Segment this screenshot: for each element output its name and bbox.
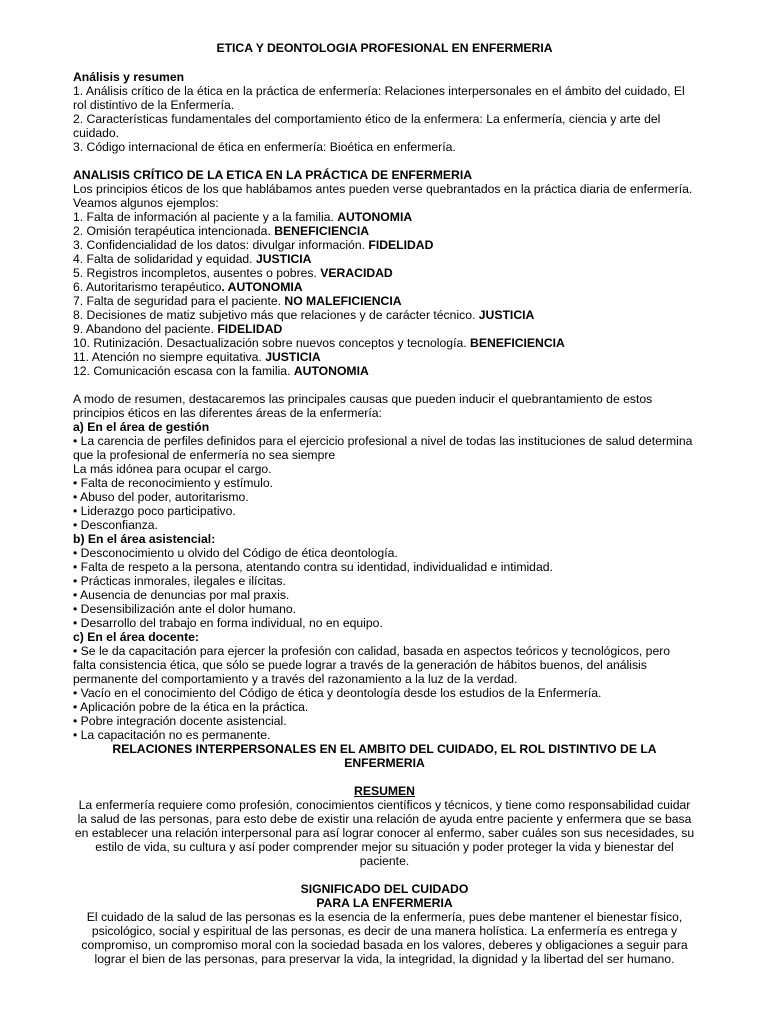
summary-item: 2. Características fundamentales del comportamiento ético de la enfermera: La enfermería, ciencia y arte del cuidado. [73,112,661,140]
summary-intro: A modo de resumen, destacaremos las principales causas que pueden inducir el quebrantamiento de estos principios éticos en las diferentes áreas de la enfermería: [73,392,653,420]
care-heading-line2: PARA LA ENFERMERIA [316,896,453,910]
asistencial-item: • Desensibilización ante el dolor humano. [73,602,696,616]
summary-item: 3. Código internacional de ética en enfermería: Bioética en enfermería. [73,140,456,154]
example-text: 11. Atención no siempre equitativa. [73,350,266,364]
example-principle: JUSTICIA [478,308,535,322]
example-item [73,322,696,336]
example-item [73,238,696,252]
example-item [73,294,696,308]
example-item [73,210,696,224]
care-heading-line1: SIGNIFICADO DEL CUIDADO [300,882,469,896]
docente-item: • La capacitación no es permanente. [73,728,696,742]
example-text: 3. Confidencialidad de los datos: divulgar información. [73,238,369,252]
relations-section [73,742,696,868]
summary-heading: Análisis y resumen [73,70,185,84]
gestion-item: • La carencia de perfiles definidos para el ejercicio profesional a nivel de todas las instituciones de salud determina que la profesional de enfermería no sea siempre [73,434,696,462]
asistencial-item: • Desarrollo del trabajo en forma individual, no en equipo. [73,616,696,630]
relations-heading: RELACIONES INTERPERSONALES EN EL AMBITO DEL CUIDADO, EL ROL DISTINTIVO DE LA ENFERMERIA [112,742,657,770]
resumen-text: La enfermería requiere como profesión, conocimientos científicos y técnicos, y tiene como responsabilidad cuidar la salud de las personas, para esto debe de existir una relación de ayuda entre paciente y enfermera que se basa en establecer una relación interpersonal para así lograr conocer al enfermo, saber cuáles son sus necesidades, su estilo de vida, su cultura y así poder comprender mejor su situación y poder proteger la vida y bienestar del paciente. [74,798,695,868]
example-text: 2. Omisión terapéutica intencionada. [73,224,275,238]
example-principle: NO MALEFICIENCIA [284,294,402,308]
example-principle: BENEFICIENCIA [274,224,370,238]
example-text: 7. Falta de seguridad para el paciente. [73,294,285,308]
critical-analysis-section [73,168,696,742]
gestion-item: • Desconfianza. [73,518,696,532]
area-docente-heading: c) En el área docente: [73,630,199,644]
asistencial-item: • Desconocimiento u olvido del Código de ética deontología. [73,546,696,560]
critical-analysis-intro: Los principios éticos de los que hablábamos antes pueden verse quebrantados en la práctica diaria de enfermería. Veamos algunos ejemplos: [73,182,693,210]
example-text: 9. Abandono del paciente. [73,322,218,336]
summary-section [73,70,696,154]
example-item [73,336,696,350]
example-item [73,350,696,364]
summary-item: 1. Análisis crítico de la ética en la práctica de enfermería: Relaciones interpersonales en el ámbito del cuidado, El rol distintivo de la Enfermería. [73,84,685,112]
asistencial-item: • Ausencia de denuncias por mal praxis. [73,588,696,602]
example-item [73,280,696,294]
example-principle: BENEFICIENCIA [470,336,565,350]
example-principle: VERACIDAD [320,266,393,280]
gestion-item: • Falta de reconocimiento y estímulo. [73,476,696,490]
gestion-item: • Abuso del poder, autoritarismo. [73,490,696,504]
example-text: 10. Rutinización. Desactualización sobre nuevos conceptos y tecnología. [73,336,471,350]
example-principle: AUTONOMIA [337,210,413,224]
example-text: 4. Falta de solidaridad y equidad. [73,252,256,266]
example-principle: FIDELIDAD [368,238,434,252]
area-gestion-heading: a) En el área de gestión [73,420,210,434]
example-principle: FIDELIDAD [217,322,283,336]
critical-analysis-heading: ANALISIS CRÍTICO DE LA ETICA EN LA PRÁCTICA DE ENFERMERIA [73,168,473,182]
example-principle: AUTONOMIA [293,364,369,378]
docente-item: • Pobre integración docente asistencial. [73,714,696,728]
document-title: ETICA Y DEONTOLOGIA PROFESIONAL EN ENFERMERIA [216,41,553,55]
example-item [73,252,696,266]
resumen-heading: RESUMEN [354,784,415,798]
asistencial-item: • Prácticas inmorales, ilegales e ilícitas. [73,574,696,588]
gestion-continuation: La más idónea para ocupar el cargo. [73,462,272,476]
example-item [73,224,696,238]
example-principle: JUSTICIA [255,252,312,266]
example-text: 12. Comunicación escasa con la familia. [73,364,294,378]
docente-item: • Aplicación pobre de la ética en la práctica. [73,700,696,714]
care-meaning-section [73,882,696,966]
example-principle: JUSTICIA [265,350,321,364]
example-item [73,308,696,322]
example-item [73,266,696,280]
asistencial-item: • Falta de respeto a la persona, atentando contra su identidad, individualidad e intimidad. [73,560,696,574]
care-text: El cuidado de la salud de las personas es la esencia de la enfermería, pues debe mantener el bienestar físico, psicológico, social y espiritual de las personas, es decir de una manera holística. La enfermería es entrega y compromiso, un compromiso moral con la sociedad basada en los valores, deberes y obligaciones a seguir para lograr el bien de las personas, para preservar la vida, la integridad, la dignidad y la libertad del ser humano. [81,910,688,966]
docente-item: • Vacío en el conocimiento del Código de ética y deontología desde los estudios de la Enfermería. [73,686,696,700]
example-principle: . AUTONOMIA [221,280,303,294]
example-text: 6. Autoritarismo terapéutico [73,280,222,294]
example-item [73,364,696,378]
gestion-item: • Liderazgo poco participativo. [73,504,696,518]
example-text: 8. Decisiones de matiz subjetivo más que relaciones y de carácter técnico. [73,308,479,322]
example-text: 5. Registros incompletos, ausentes o pobres. [73,266,321,280]
example-text: 1. Falta de información al paciente y a la familia. [73,210,338,224]
docente-item: • Se le da capacitación para ejercer la profesión con calidad, basada en aspectos teóricos y tecnológicos, pero falta consistencia ética, que sólo se puede lograr a través de la generación de hábitos buenos, del análisis permanente del comportamiento y a través del razonamiento a la luz de la verdad. [73,644,696,686]
area-asistencial-heading: b) En el área asistencial: [73,532,216,546]
